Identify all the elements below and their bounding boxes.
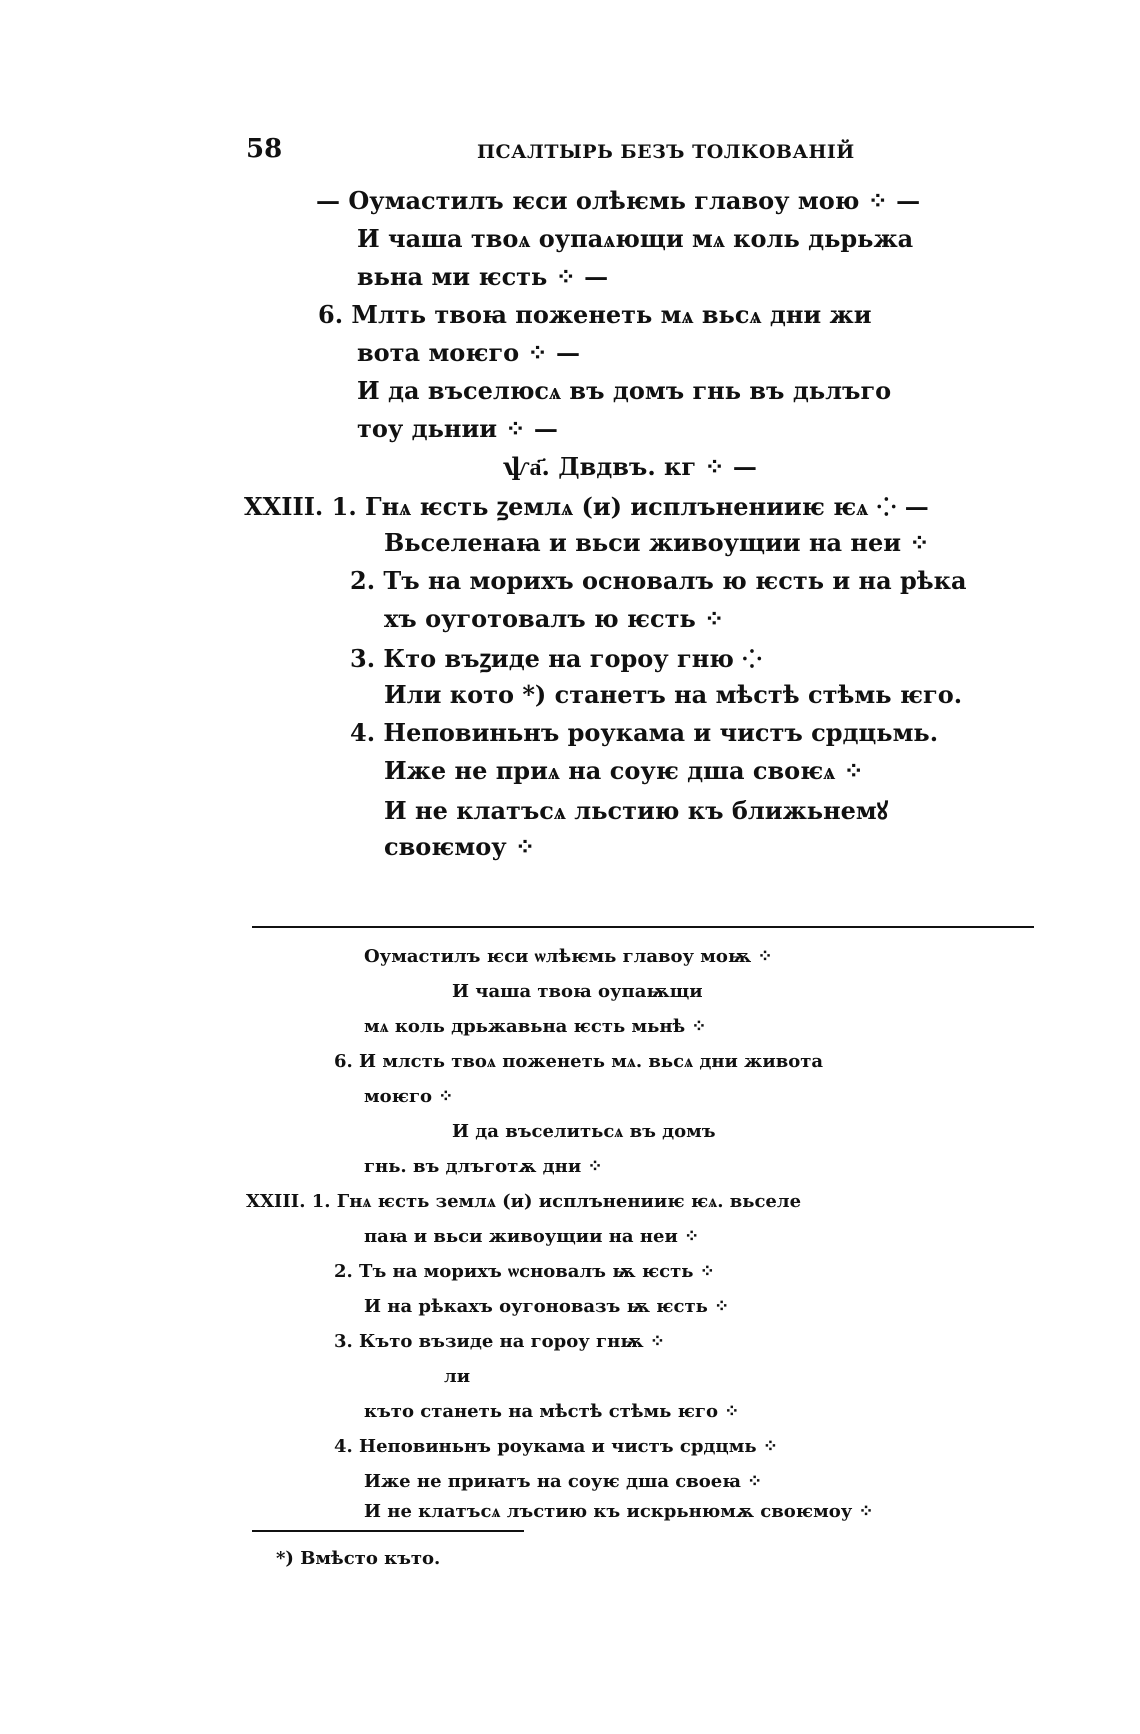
text-line: И не клатъсѧ льстию къ ближьнемꙋ (384, 796, 889, 825)
text-line: 4. Неповиньнъ роукама и чистъ срдцьмь. (350, 718, 939, 747)
text-line: 6. Млть твоꙗ поженеть мѧ вьсѧ дни жи (318, 300, 872, 329)
text-line: 2. Тъ на морихъ ѡсновалъ ѭ ѥсть ⁘ (334, 1261, 715, 1282)
text-line: 2. Тъ на морихъ основалъ ю ѥсть и на рѣка (350, 566, 967, 595)
text-line: Или кото *) станетъ на мѣстѣ стѣмь ѥго. (384, 680, 963, 709)
text-line: И да въселитьсѧ въ домъ (452, 1121, 716, 1142)
section-divider (252, 926, 1034, 928)
text-line: моѥго ⁘ (364, 1086, 454, 1107)
text-line: тоу дьнии ⁘ — (357, 414, 558, 443)
text-line: гнь. въ длъготѫ дни ⁘ (364, 1156, 603, 1177)
text-line: Вьселенаꙗ и вьси живоущии на неи ⁘ (384, 528, 930, 557)
text-line: Оумастилъ ѥси ѡлѣѥмь главоу моѭ ⁘ (364, 946, 773, 967)
running-title: ПСАЛТЫРЬ БЕЗЪ ТОЛКОВАНІЙ (477, 141, 855, 163)
text-line: — Оумастилъ ѥси олѣѥмь главоу мою ⁘ — (316, 186, 921, 215)
text-line: Иже не приꙗтъ на соуѥ дша своеꙗ ⁘ (364, 1471, 763, 1492)
psalm-heading: ѱа҃. Двдвъ. кг ⁘ — (503, 452, 757, 481)
text-line: 6. И млсть твоѧ поженеть мѧ. вьсѧ дни живота (334, 1051, 824, 1072)
text-line: И да въселюсѧ въ домъ гнь въ дьлъго (357, 376, 892, 405)
text-line: своѥмоу ⁘ (384, 832, 536, 861)
footnote: *) Вмѣсто къто. (276, 1548, 441, 1569)
text-line: вота моѥго ⁘ — (357, 338, 580, 367)
text-line: 4. Неповиньнъ роукама и чистъ срдцмь ⁘ (334, 1436, 778, 1457)
text-line: И на рѣкахъ оугоновазъ ѭ ѥсть ⁘ (364, 1296, 730, 1317)
text-line: 3. Кто въꙁиде на гороу гню ⁘ (350, 644, 762, 673)
text-line: XXIII. 1. Гнѧ ѥсть землѧ (и) исплъненииѥ ѥѧ. вьселе (246, 1191, 802, 1212)
text-line: Иже не приѧ на соуѥ дша своѥѧ ⁘ (384, 756, 864, 785)
text-line: мѧ коль дрьжавьна ѥсть мьнѣ ⁘ (364, 1016, 707, 1037)
text-line: ли (444, 1366, 471, 1387)
text-line: И не клатъсѧ лъстию къ искрьнюмѫ своѥмоу ⁘ (364, 1501, 874, 1522)
text-line: хъ оуготовалъ ю ѥсть ⁘ (384, 604, 725, 633)
text-line: XXIII. 1. Гнѧ ѥсть ꙁемлѧ (и) исплъненииѥ ѥѧ ⁘ — (244, 492, 929, 521)
text-line: 3. Къто възиде на гороу гнѭ ⁘ (334, 1331, 665, 1352)
text-line: къто станеть на мѣстѣ стѣмь ѥго ⁘ (364, 1401, 740, 1422)
page-number: 58 (246, 134, 283, 164)
text-line: вьна ми ѥсть ⁘ — (357, 262, 609, 291)
text-line: И чаша твоꙗ оупаѭщи (452, 981, 703, 1002)
text-line: паꙗ и вьси живоущии на неи ⁘ (364, 1226, 700, 1247)
text-line: И чаша твоѧ оупаѧющи мѧ коль дьрьжа (357, 224, 914, 253)
footnote-rule (252, 1530, 524, 1532)
